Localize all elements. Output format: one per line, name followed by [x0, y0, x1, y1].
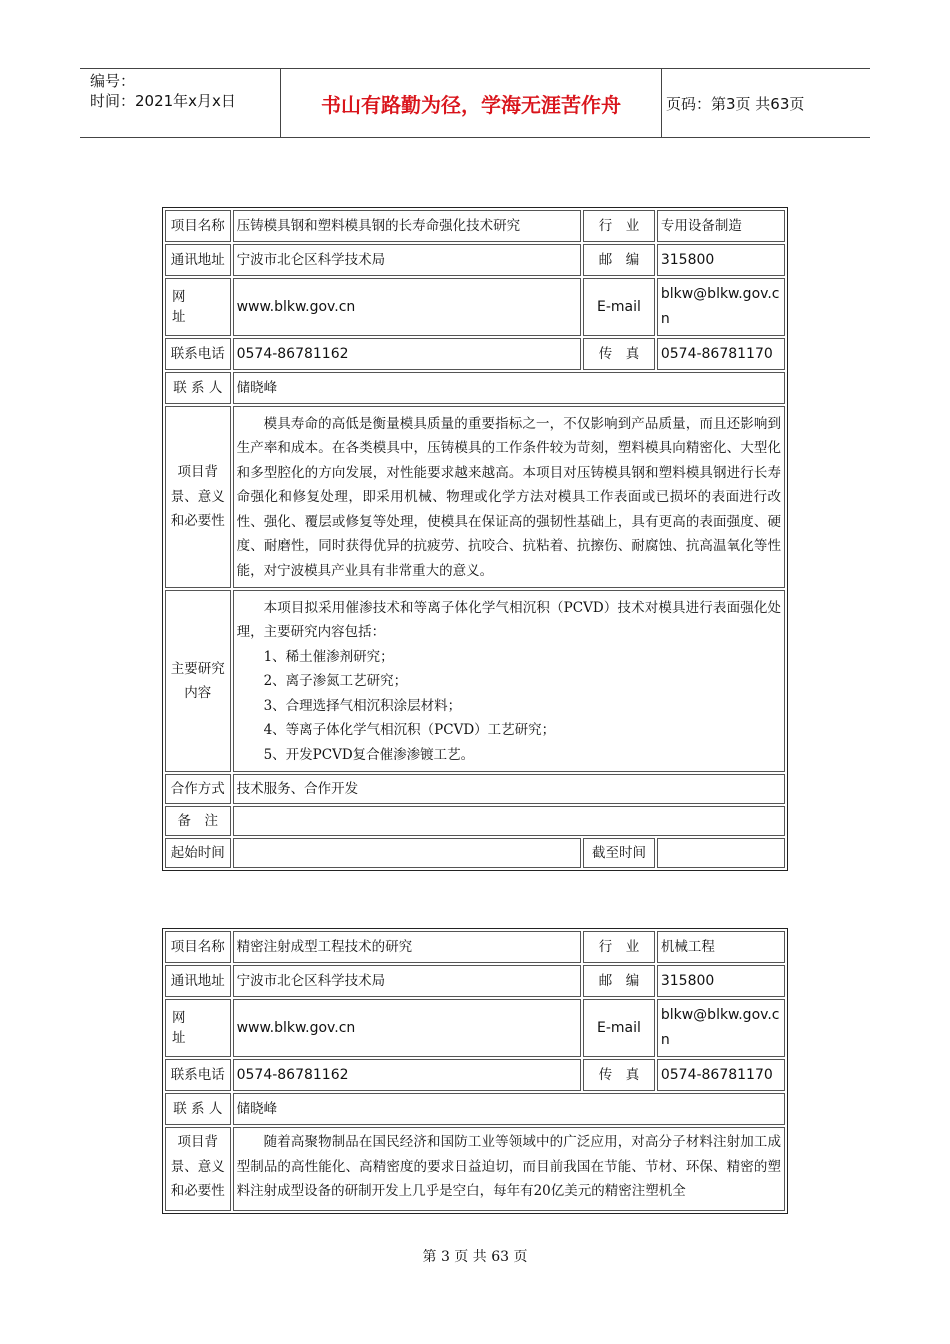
project-table-1 — [162, 207, 788, 871]
content-intro: 本项目拟采用催渗技术和等离子体化学气相沉积（PCVD）技术对模具进行表面强化处理，主要研究内容包括： — [236, 599, 781, 641]
project-table-2-clip — [160, 928, 792, 1214]
content-item: 2、离子渗氮工艺研究； — [263, 673, 408, 690]
project-name: 压铸模具钢和塑料模具钢的长寿命强化技术研究 — [233, 210, 582, 242]
label-content: 主要研究内容 — [165, 590, 231, 772]
website-value: www.blkw.gov.cn — [233, 278, 582, 336]
address-value: 宁波市北仑区科学技术局 — [233, 965, 582, 997]
label-industry: 行 业 — [583, 210, 655, 242]
project-name: 精密注射成型工程技术的研究 — [233, 931, 582, 963]
label-cooperation: 合作方式 — [165, 774, 231, 804]
header-time: 时间：2021年x月x日 — [90, 92, 236, 110]
label-address: 通讯地址 — [165, 965, 231, 997]
label-background: 项目背景、意义和必要性 — [165, 1127, 231, 1211]
label-phone: 联系电话 — [165, 1059, 231, 1091]
project-table-2 — [162, 928, 788, 1214]
content-item: 3、合理选择气相沉积涂层材料； — [263, 697, 462, 714]
label-email: E-mail — [583, 278, 655, 336]
label-background: 项目背景、意义和必要性 — [165, 406, 231, 588]
contact-value: 储晓峰 — [233, 1093, 785, 1125]
label-contact: 联 系 人 — [165, 372, 231, 404]
label-postcode: 邮 编 — [583, 965, 655, 997]
industry-value: 机械工程 — [657, 931, 785, 963]
label-project-name: 项目名称 — [165, 931, 231, 963]
page-header — [80, 68, 870, 138]
content-cell — [233, 590, 785, 772]
fax-value: 0574-86781170 — [657, 1059, 785, 1091]
fax-value: 0574-86781170 — [657, 338, 785, 370]
address-value: 宁波市北仑区科学技术局 — [233, 244, 582, 276]
cooperation-value: 技术服务、合作开发 — [233, 774, 785, 804]
background-cell — [233, 406, 785, 588]
label-contact: 联 系 人 — [165, 1093, 231, 1125]
label-industry: 行 业 — [583, 931, 655, 963]
label-website: 网 址 — [165, 999, 231, 1057]
label-fax: 传 真 — [583, 1059, 655, 1091]
phone-value: 0574-86781162 — [233, 1059, 582, 1091]
header-number: 编号： — [90, 72, 136, 90]
label-website: 网 址 — [165, 278, 231, 336]
label-phone: 联系电话 — [165, 338, 231, 370]
postcode-value: 315800 — [657, 244, 785, 276]
page-footer: 第 3 页 共 63 页 — [422, 1249, 528, 1265]
email-value: blkw@blkw.gov.cn — [657, 999, 785, 1057]
label-fax: 传 真 — [583, 338, 655, 370]
background-cell — [233, 1127, 785, 1211]
industry-value: 专用设备制造 — [657, 210, 785, 242]
background-text: 模具寿命的高低是衡量模具质量的重要指标之一，不仅影响到产品质量，而且还影响到生产率和成本。在各类模具中，压铸模具的工作条件较为苛刻，塑料模具向精密化、大型化和多型腔化的方向发展，对性能要求越来越高。本项目对压铸模具钢和塑料模具钢进行长寿命强化和修复处理，即采用机械、物理或化学方法对模具工作表面或已损坏的表面进行改性、强化、覆层或修复等处理，使模具在保证高的强韧性基础上，具有更高的表面强度、硬度、耐磨性，同时获得优异的抗疲劳、抗咬合、抗粘着、抗擦伤、耐腐蚀、抗高温氧化等性能，对宁波模具产业具有非常重大的意义。 — [236, 415, 781, 579]
header-motto: 书山有路勤为径，学海无涯苦作舟 — [280, 69, 662, 137]
phone-value: 0574-86781162 — [233, 338, 582, 370]
header-meta — [80, 69, 280, 137]
start-time-value — [233, 838, 582, 868]
postcode-value: 315800 — [657, 965, 785, 997]
remarks-value — [233, 806, 785, 836]
label-end-time: 截至时间 — [583, 838, 655, 868]
label-start-time: 起始时间 — [165, 838, 231, 868]
email-value: blkw@blkw.gov.cn — [657, 278, 785, 336]
label-project-name: 项目名称 — [165, 210, 231, 242]
contact-value: 储晓峰 — [233, 372, 785, 404]
label-email: E-mail — [583, 999, 655, 1057]
content-item: 4、等离子体化学气相沉积（PCVD）工艺研究； — [263, 722, 556, 739]
background-text: 随着高聚物制品在国民经济和国防工业等领域中的广泛应用，对高分子材料注射加工成型制品的高性能化、高精密度的要求日益迫切，而目前我国在节能、节材、环保、精密的塑料注射成型设备的研制开发上几乎是空白，每年有20亿美元的精密注塑机全 — [236, 1134, 781, 1199]
label-postcode: 邮 编 — [583, 244, 655, 276]
content-item: 1、稀土催渗剂研究； — [263, 648, 394, 665]
content-item: 5、开发PCVD复合催渗渗镀工艺。 — [263, 746, 475, 763]
label-remarks: 备 注 — [165, 806, 231, 836]
website-value: www.blkw.gov.cn — [233, 999, 582, 1057]
header-page-number: 页码：第3页 共63页 — [666, 94, 805, 113]
end-time-value — [657, 838, 785, 868]
label-address: 通讯地址 — [165, 244, 231, 276]
